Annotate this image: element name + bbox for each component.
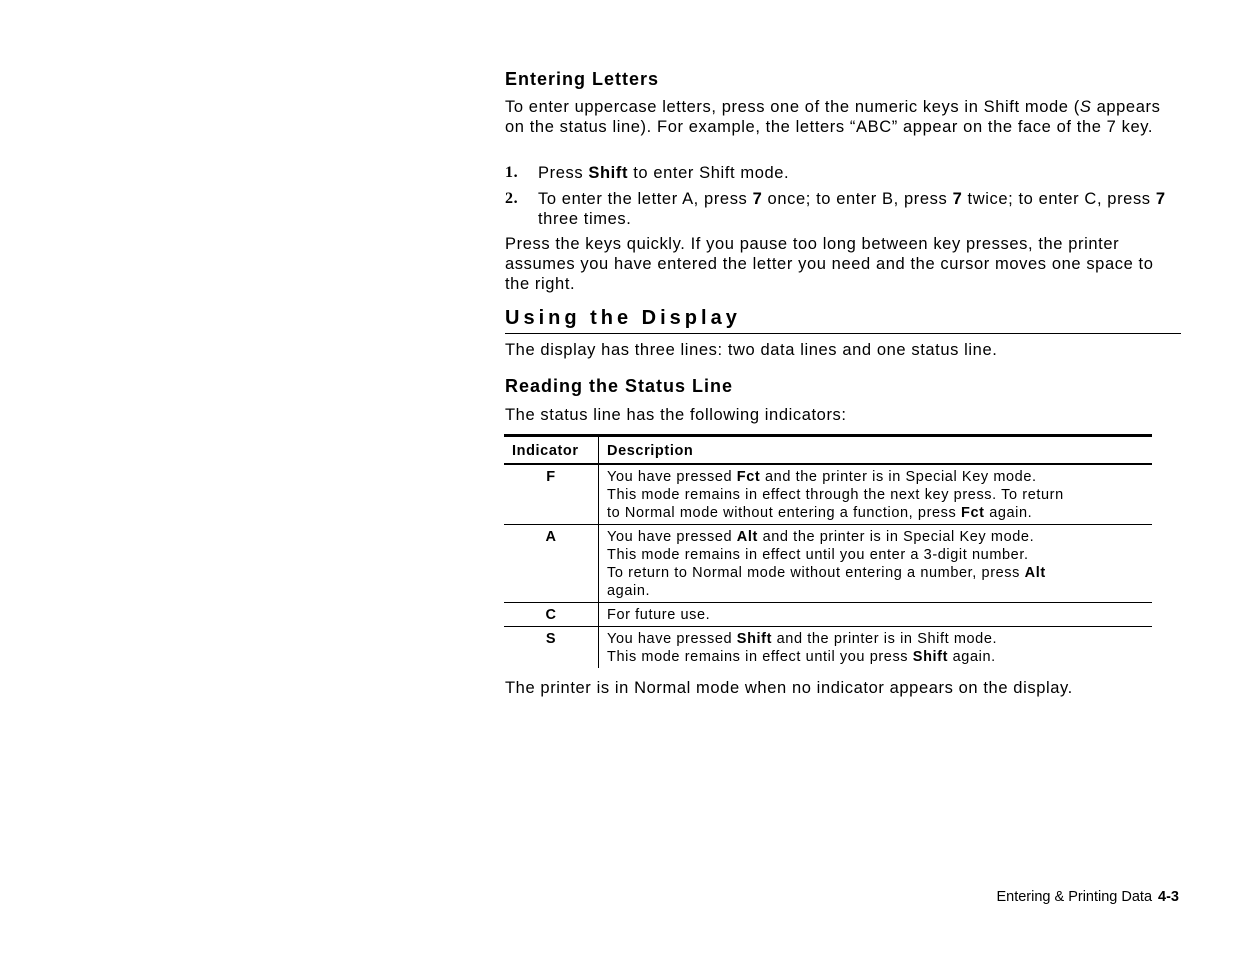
text-run: This mode remains in effect until you press — [607, 649, 913, 665]
text-run: twice; to enter C, press — [962, 190, 1156, 208]
text-run: You have pressed — [607, 631, 737, 647]
text-run: To enter uppercase letters, press one of the numeric keys in Shift mode ( — [505, 98, 1080, 116]
text-run: three times. — [538, 210, 632, 228]
description-line — [607, 468, 1144, 486]
bold-key-text: Shift — [912, 649, 949, 665]
paragraph-status-intro: The status line has the following indicators: — [505, 406, 847, 424]
indicator-cell: A — [504, 525, 599, 603]
description-line — [607, 648, 1144, 666]
table-row — [504, 627, 1152, 669]
text-run: To enter the letter A, press — [538, 190, 753, 208]
indicator-table — [504, 434, 1152, 668]
text-run: You have pressed — [607, 469, 737, 485]
description-line — [607, 564, 1144, 582]
description-line — [607, 582, 1144, 600]
text-run: once; to enter B, press — [762, 190, 953, 208]
description-line — [607, 630, 1144, 648]
paragraph-normal-mode: The printer is in Normal mode when no indicator appears on the display. — [505, 679, 1073, 697]
text-run: again. — [984, 505, 1033, 521]
paragraph-display-lines: The display has three lines: two data lines and one status line. — [505, 341, 998, 359]
description-line — [607, 504, 1144, 522]
bold-key-text: Alt — [736, 529, 758, 545]
step-1 — [505, 163, 1181, 183]
table-row — [504, 525, 1152, 603]
bold-key-text: 7 — [1155, 190, 1166, 208]
text-run: This mode remains in effect until you enter a 3-digit number. — [607, 547, 1029, 563]
description-line — [607, 606, 1144, 624]
page-number: 4-3 — [1158, 889, 1179, 905]
step-2 — [505, 189, 1181, 229]
indicator-cell: F — [504, 464, 599, 525]
bold-key-text: Shift — [588, 164, 629, 182]
step-text — [538, 163, 1181, 183]
column-header-indicator: Indicator — [504, 436, 599, 465]
step-text — [538, 189, 1181, 229]
text-run: to Normal mode without entering a function, press — [607, 505, 961, 521]
text-run: This mode remains in effect through the next key press. To return — [607, 487, 1064, 503]
column-header-description: Description — [599, 436, 1153, 465]
bold-key-text: Alt — [1024, 565, 1046, 581]
page-footer — [996, 889, 1179, 905]
text-run: to enter Shift mode. — [628, 164, 790, 182]
description-line — [607, 486, 1144, 504]
bold-key-text: Fct — [961, 505, 985, 521]
bold-key-text: 7 — [952, 190, 963, 208]
paragraph-keys-quickly: Press the keys quickly. If you pause too long between key presses, the printer assumes you have entered the letter you need and the cursor moves one space to the right. — [505, 235, 1154, 293]
bold-key-text: 7 — [752, 190, 763, 208]
text-run: To return to Normal mode without entering a number, press — [607, 565, 1025, 581]
table-header-row — [504, 436, 1152, 465]
description-cell — [599, 464, 1153, 525]
paragraph-entering-letters-intro — [505, 97, 1181, 137]
table-row — [504, 603, 1152, 627]
heading-reading-status-line: Reading the Status Line — [505, 376, 734, 396]
text-run: and the printer is in Special Key mode. — [760, 469, 1037, 485]
text-run: You have pressed — [607, 529, 737, 545]
text-run: again. — [607, 583, 651, 599]
indicator-cell: C — [504, 603, 599, 627]
description-cell — [599, 603, 1153, 627]
description-line — [607, 546, 1144, 564]
bold-key-text: Shift — [736, 631, 773, 647]
footer-section-title: Entering & Printing Data — [996, 889, 1153, 905]
description-line — [607, 528, 1144, 546]
text-run: again. — [948, 649, 996, 665]
description-cell — [599, 627, 1153, 669]
text-run: and the printer is in Shift mode. — [772, 631, 998, 647]
table-row — [504, 464, 1152, 525]
text-run: appears on the status line). For example, the letters “ABC” appear on the face of the 7 key. — [505, 98, 1161, 136]
indicator-cell: S — [504, 627, 599, 669]
description-cell — [599, 525, 1153, 603]
text-run: and the printer is in Special Key mode. — [757, 529, 1035, 545]
step-number: 1. — [505, 164, 519, 181]
text-run: Press — [538, 164, 589, 182]
italic-text: S — [1079, 98, 1092, 116]
bold-key-text: Fct — [736, 469, 761, 485]
section-rule — [505, 333, 1181, 334]
text-run: For future use. — [607, 607, 711, 623]
heading-using-the-display: Using the Display — [505, 307, 741, 329]
heading-entering-letters: Entering Letters — [505, 69, 660, 89]
step-number: 2. — [505, 190, 519, 207]
